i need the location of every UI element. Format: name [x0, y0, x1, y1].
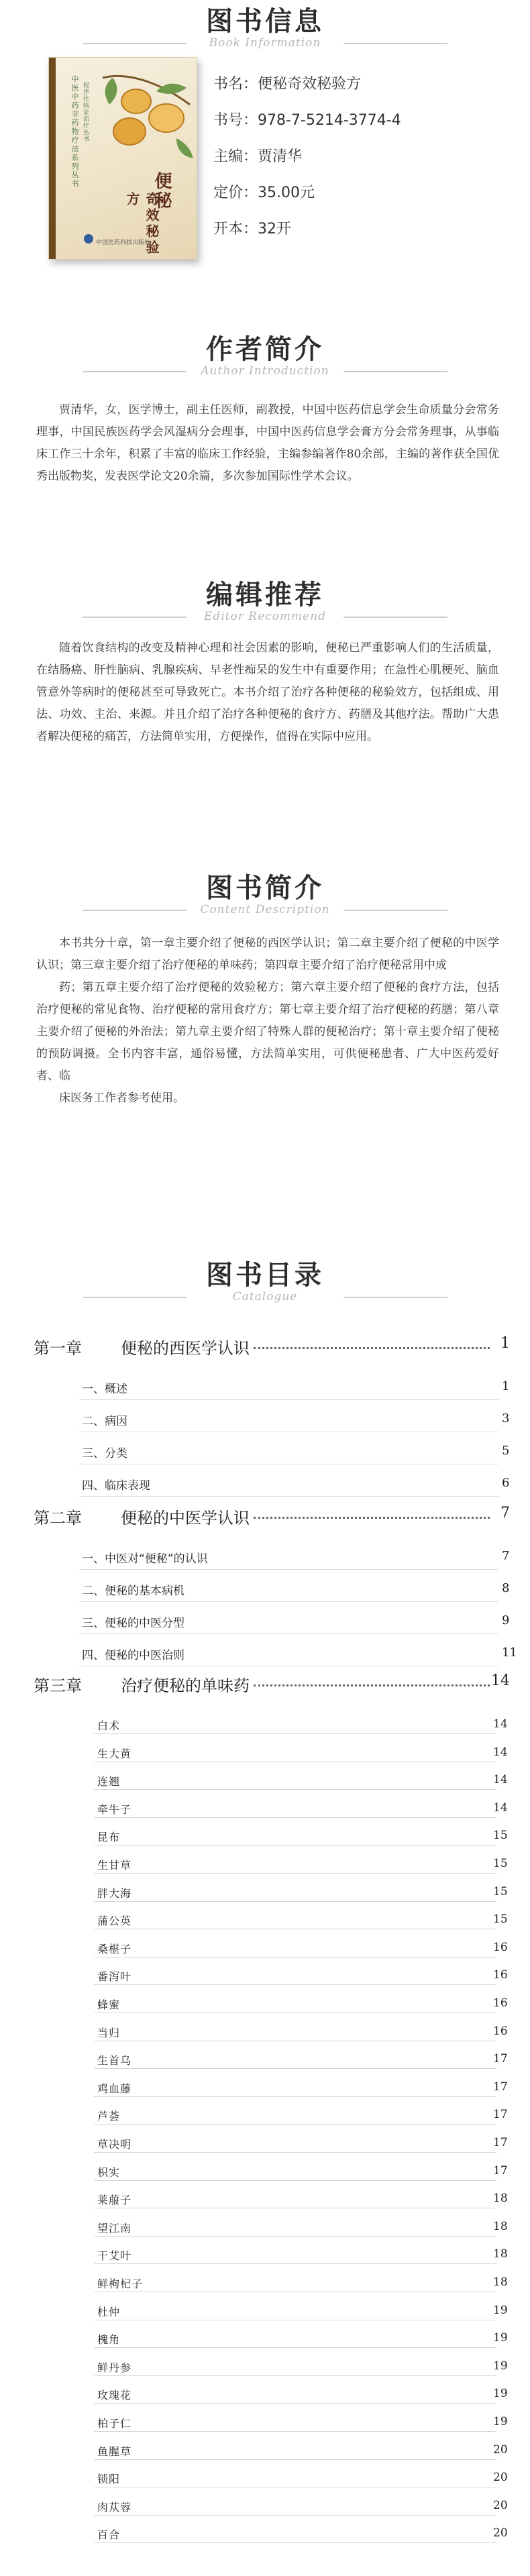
entry-underline: [94, 1984, 496, 1985]
herb-entry[interactable]: [0, 1796, 530, 1819]
chapter-page: 14: [491, 1672, 510, 1689]
entry-label: 杜仲: [97, 2305, 121, 2318]
chapter-title: 便秘的西医学认识: [121, 1339, 250, 1358]
divider: [343, 910, 447, 911]
dot-leader: [254, 1347, 490, 1349]
herb-entry[interactable]: [0, 2187, 530, 2210]
toc-section-entry[interactable]: [0, 1640, 530, 1667]
catalogue-title: 图书目录: [206, 1260, 324, 1291]
editor-header: [0, 579, 530, 626]
entry-page: 19: [493, 2359, 508, 2373]
entry-label: 枳实: [97, 2165, 121, 2179]
chapter-title: 便秘的中医学认识: [121, 1509, 250, 1527]
entry-page: 17: [493, 2136, 508, 2149]
editor-subtitle: Editor Recommend: [203, 610, 327, 623]
herb-entry[interactable]: [0, 1741, 530, 1764]
catalogue-subtitle: Catalogue: [232, 1290, 298, 1303]
entry-label: 生甘草: [97, 1859, 132, 1872]
entry-underline: [94, 2375, 496, 2376]
description-paragraph: 床医务工作者参考使用。: [59, 1091, 184, 1105]
info-format: 开本：32开: [213, 221, 291, 237]
cover-publisher: 中国医药科技出版社: [96, 239, 151, 246]
book-info-header: [0, 5, 530, 52]
entry-page: 7: [502, 1549, 510, 1563]
dot-leader: [254, 1684, 490, 1686]
description-header: [0, 872, 530, 919]
divider: [343, 43, 447, 44]
entry-page: 14: [493, 1717, 508, 1731]
entry-underline: [94, 2180, 496, 2181]
entry-page: 6: [502, 1476, 510, 1490]
entry-underline: [94, 2542, 496, 2543]
entry-page: 20: [493, 2526, 508, 2540]
description-paragraph: 药；第五章主要介绍了治疗便秘的效验秘方；第六章主要介绍了便秘的食疗方法，包括治疗便秘的常见食物、治疗便秘的常用食疗方；第七章主要介绍了治疗便秘的药膳；第八章主要介绍了便秘的外治法；第九章主要介绍了特殊人群的便秘治疗；第十章主要介绍了便秘的预防调摄。全书内容丰富，通俗易懂，方法简单实用，可供便秘患者、广大中医药爱好者、临: [36, 981, 499, 1083]
cover-series-text: 中医中药非药物疗法系列丛书: [70, 75, 79, 189]
entry-page: 18: [493, 2275, 508, 2289]
editor-recommend-text: 随着饮食结构的改变及精神心理和社会因素的影响，便秘已严重影响人们的生活质量，在结肠癌、肝性脑病、乳腺疾病、早老性痴呆的发生中有重要作用；在急性心肌梗死、脑血管意外等病时的便秘甚至可导致死亡。本书介绍了治疗各种便秘的秘验效方，包括组成、用法、功效、主治、来源。并且介绍了治疗各种便秘的食疗方、药膳及其他疗法。帮助广大患者解决便秘的痛苦，方法简单实用，方便操作，值得在实际中应用。: [36, 641, 499, 743]
entry-page: 3: [502, 1411, 510, 1426]
entry-label: 桑椹子: [97, 1942, 132, 1955]
toc-chapter[interactable]: [34, 1672, 510, 1699]
entry-page: 9: [502, 1613, 510, 1627]
entry-label: 一、概述: [82, 1383, 127, 1396]
chapter-number: 第三章: [34, 1676, 82, 1695]
entry-page: 20: [493, 2471, 508, 2485]
description-paragraph: 本书共分十章，第一章主要介绍了便秘的西医学认识；第二章主要介绍了便秘的中医学认识；第三章主要介绍了治疗便秘的单味药；第四章主要介绍了治疗便秘常用中成: [36, 936, 499, 972]
info-price: 定价：35.00元: [213, 184, 315, 201]
entry-page: 16: [493, 1968, 508, 1982]
entry-page: 11: [502, 1646, 517, 1660]
entry-underline: [94, 1817, 496, 1818]
entry-label: 望江南: [97, 2221, 132, 2235]
entry-underline: [94, 2236, 496, 2237]
info-isbn: 书号：978-7-5214-3774-4: [213, 112, 401, 129]
entry-label: 百合: [97, 2528, 121, 2542]
entry-label: 鸡血藤: [97, 2082, 132, 2095]
dot-leader: [254, 1517, 490, 1519]
herb-entry[interactable]: [0, 2243, 530, 2265]
description-title: 图书简介: [206, 873, 324, 904]
herb-entry[interactable]: [0, 1964, 530, 1986]
herb-entry[interactable]: [0, 2047, 530, 2070]
entry-label: 生首乌: [97, 2054, 132, 2068]
toc-section-entry[interactable]: [0, 1374, 530, 1401]
entry-page: 17: [493, 2080, 508, 2094]
entry-underline: [79, 1601, 498, 1602]
entry-label: 生大黄: [97, 1747, 132, 1760]
entry-page: 16: [493, 1996, 508, 2010]
entry-page: 14: [493, 1801, 508, 1815]
entry-label: 莱菔子: [97, 2194, 132, 2207]
herb-entry[interactable]: [0, 1852, 530, 1875]
toc-section-entry[interactable]: [0, 1470, 530, 1497]
entry-label: 当归: [97, 2026, 121, 2039]
entry-underline: [94, 2124, 496, 2125]
entry-label: 柏子仁: [97, 2417, 132, 2430]
book-info-subtitle: Book Information: [209, 36, 321, 50]
entry-underline: [94, 2515, 496, 2516]
herb-entry[interactable]: [0, 2326, 530, 2349]
herb-entry[interactable]: [0, 2131, 530, 2154]
entry-page: 20: [493, 2498, 508, 2512]
entry-page: 17: [493, 2108, 508, 2122]
book-cover: [48, 57, 197, 260]
divider: [343, 371, 447, 372]
entry-label: 草决明: [97, 2138, 132, 2151]
entry-label: 玫瑰花: [97, 2389, 132, 2402]
chapter-title: 治疗便秘的单味药: [121, 1676, 250, 1695]
author-bio: [36, 399, 499, 488]
entry-underline: [79, 1633, 498, 1634]
cover-fruit-illustration: [89, 64, 197, 165]
entry-label: 一、中医对“便秘”的认识: [82, 1552, 208, 1566]
entry-label: 三、分类: [82, 1447, 127, 1460]
author-header: [0, 333, 530, 380]
entry-page: 19: [493, 2415, 508, 2428]
entry-underline: [94, 1733, 496, 1734]
herb-entry[interactable]: [0, 1768, 530, 1791]
entry-label: 蜂蜜: [97, 1998, 121, 2011]
toc-section-entry[interactable]: [0, 1406, 530, 1433]
herb-entry[interactable]: [0, 2159, 530, 2182]
entry-underline: [94, 2431, 496, 2432]
entry-underline: [94, 1901, 496, 1902]
toc-chapter[interactable]: [34, 1335, 510, 1362]
herb-entry[interactable]: [0, 2494, 530, 2517]
entry-underline: [94, 2347, 496, 2348]
herb-entry[interactable]: [0, 2466, 530, 2489]
herb-entry[interactable]: [0, 1936, 530, 1959]
entry-label: 二、便秘的基本病机: [82, 1585, 184, 1598]
entry-page: 16: [493, 2024, 508, 2038]
chapter-number: 第一章: [34, 1339, 82, 1358]
herb-entry[interactable]: [0, 2103, 530, 2126]
info-editor: 主编：贾清华: [213, 148, 303, 165]
entry-label: 昆布: [97, 1831, 121, 1844]
entry-page: 15: [493, 1857, 508, 1870]
entry-label: 槐角: [97, 2333, 121, 2347]
entry-underline: [94, 2096, 496, 2097]
chapter-page: 7: [500, 1505, 510, 1521]
herb-entry[interactable]: [0, 2299, 530, 2322]
entry-page: 18: [493, 2219, 508, 2233]
entry-page: 5: [502, 1444, 510, 1458]
entry-underline: [94, 2263, 496, 2264]
entry-underline: [94, 2012, 496, 2013]
chapter-page: 1: [500, 1335, 510, 1352]
herb-entry[interactable]: [0, 1824, 530, 1847]
herb-entry[interactable]: [0, 2215, 530, 2238]
entry-page: 15: [493, 1884, 508, 1898]
herb-entry[interactable]: [0, 2076, 530, 2098]
cover-title-2: 奇效秘验方: [124, 192, 160, 256]
catalogue-header: [0, 1259, 530, 1306]
herb-entry[interactable]: [0, 1880, 530, 1903]
entry-page: 18: [493, 2247, 508, 2261]
entry-page: 20: [493, 2443, 508, 2457]
entry-underline: [94, 2068, 496, 2069]
editor-title: 编辑推荐: [206, 580, 324, 610]
entry-page: 17: [493, 2052, 508, 2066]
entry-label: 锁阳: [97, 2473, 121, 2486]
author-title: 作者简介: [206, 334, 324, 365]
herb-entry[interactable]: [0, 2020, 530, 2043]
entry-label: 鲜枸杞子: [97, 2277, 144, 2290]
entry-page: 14: [493, 1773, 508, 1787]
entry-underline: [94, 1873, 496, 1874]
entry-page: 17: [493, 2163, 508, 2178]
entry-page: 19: [493, 2387, 508, 2401]
entry-page: 16: [493, 1940, 508, 1954]
info-book-name: 书名：便秘奇效秘验方: [213, 76, 362, 93]
book-info-title: 图书信息: [206, 6, 324, 37]
entry-label: 鲜丹参: [97, 2361, 132, 2374]
content-description: [36, 932, 499, 1110]
entry-label: 胖大海: [97, 1886, 132, 1900]
editor-recommend: [36, 637, 499, 748]
publisher-logo-icon: [84, 234, 93, 244]
entry-underline: [94, 1789, 496, 1790]
entry-page: 19: [493, 2331, 508, 2345]
toc-section-entry[interactable]: [0, 1608, 530, 1635]
herb-entry[interactable]: [0, 1992, 530, 2015]
entry-label: 鱼腥草: [97, 2445, 132, 2458]
herb-entry[interactable]: [0, 1713, 530, 1735]
entry-label: 牵牛子: [97, 1803, 132, 1816]
toc-section-entry[interactable]: [0, 1438, 530, 1465]
description-subtitle: Content Description: [200, 903, 330, 916]
entry-label: 三、便秘的中医分型: [82, 1617, 184, 1630]
entry-label: 干艾叶: [97, 2249, 132, 2263]
divider: [343, 1297, 447, 1298]
entry-label: 四、便秘的中医治则: [82, 1649, 184, 1662]
herb-entry[interactable]: [0, 2410, 530, 2433]
divider: [343, 616, 447, 618]
herb-entry[interactable]: [0, 1908, 530, 1931]
herb-entry[interactable]: [0, 2355, 530, 2377]
author-bio-text: 贾清华，女，医学博士，副主任医师，副教授，中国中医药信息学会生命质量分会常务理事，中国民族医药学会风湿病分会理事，中国中医药信息学会膏方分会常务理事，从事临床工作三十余年，积累了丰富的临床工作经验，主编参编著作80余部，主编的著作获全国优秀出版物奖，发表医学论文20余篇，多次参加国际性学术会议。: [36, 403, 499, 483]
toc-chapter[interactable]: [34, 1505, 510, 1532]
entry-underline: [79, 1496, 498, 1497]
toc-section-entry[interactable]: [0, 1544, 530, 1570]
entry-label: 白术: [97, 1719, 121, 1732]
entry-label: 四、临床表现: [82, 1479, 150, 1493]
cover-spine: [49, 58, 56, 259]
entry-page: 18: [493, 2192, 508, 2206]
entry-underline: [94, 2403, 496, 2404]
entry-page: 8: [502, 1581, 510, 1595]
entry-label: 芦荟: [97, 2110, 121, 2123]
author-subtitle: Author Introduction: [201, 364, 329, 378]
entry-label: 二、病因: [82, 1415, 127, 1428]
herb-entry[interactable]: [0, 2382, 530, 2405]
entry-underline: [94, 2459, 496, 2460]
chapter-number: 第二章: [34, 1509, 82, 1527]
entry-page: 19: [493, 2303, 508, 2317]
entry-page: 15: [493, 1913, 508, 1927]
herb-entry[interactable]: [0, 2522, 530, 2544]
herb-entry[interactable]: [0, 2438, 530, 2461]
entry-page: 1: [502, 1379, 510, 1393]
entry-page: 15: [493, 1829, 508, 1843]
entry-underline: [94, 2152, 496, 2153]
herb-entry[interactable]: [0, 2271, 530, 2294]
cover-series-subtext: 程序化临证治疗丛书: [82, 82, 89, 142]
entry-label: 肉苁蓉: [97, 2500, 132, 2514]
entry-label: 番泻叶: [97, 1970, 132, 1984]
toc-section-entry[interactable]: [0, 1576, 530, 1603]
entry-page: 14: [493, 1745, 508, 1759]
entry-underline: [79, 1569, 498, 1570]
entry-label: 蒲公英: [97, 1915, 132, 1928]
cover-title: 便秘: [152, 172, 172, 211]
entry-underline: [79, 1399, 498, 1400]
entry-label: 连翘: [97, 1775, 121, 1788]
